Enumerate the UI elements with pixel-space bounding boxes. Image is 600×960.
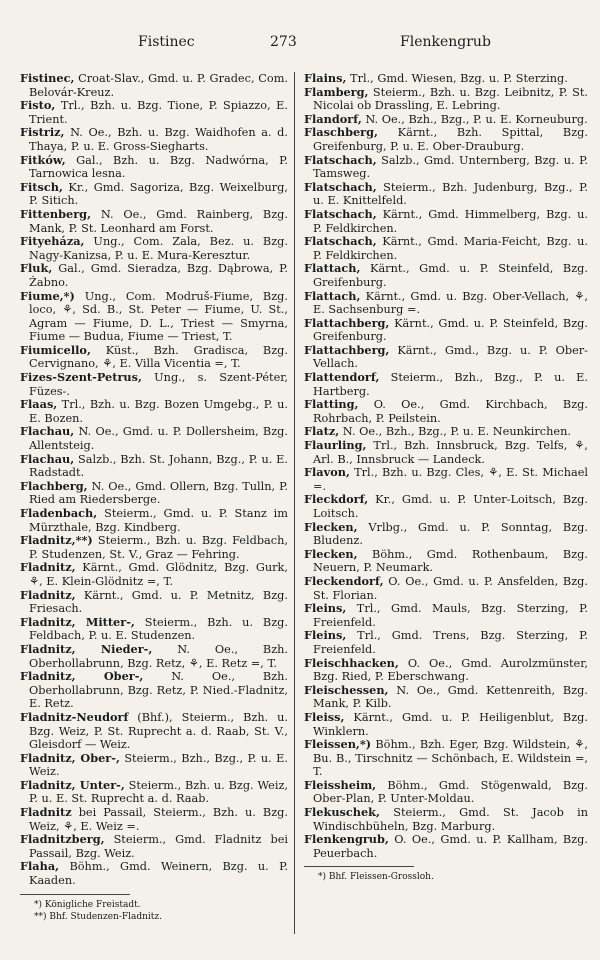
entry-text: Kärnt., Gmd. u. P. Heiligenblut, Bzg. Winklern. — [313, 710, 588, 738]
entry-headword: Flenkengrub, — [304, 832, 389, 847]
gazetteer-entry — [304, 86, 588, 113]
gazetteer-entry — [304, 425, 588, 439]
entry-headword: Flecken, — [304, 546, 358, 561]
entry-text: Trl., Bzh. u. Bzg. Tione, P. Spiazzo, E. Trient. — [29, 99, 288, 126]
gazetteer-entry — [20, 534, 288, 561]
entry-text: Croat-Slav., Gmd. u. P. Gradec, Com. Belovár-Kreuz. — [29, 72, 288, 99]
entry-headword: Flachberg, — [20, 478, 88, 493]
entry-text: N. Oe., Bzh. u. Bzg. Waidhofen a. d. Thaya, P. u. E. Gross-Siegharts. — [29, 126, 288, 153]
gazetteer-entry — [20, 99, 288, 126]
entry-headword: Fleiss, — [304, 709, 345, 724]
gazetteer-entry — [20, 371, 288, 398]
entry-headword: Flecken, — [304, 519, 358, 534]
entry-headword: Flains, — [304, 71, 347, 85]
entry-headword: Fladnitz, Nieder-, — [20, 641, 153, 656]
footnote-rule — [304, 866, 414, 867]
gazetteer-entry — [20, 507, 288, 534]
entry-text: Trl., Bzh. u. Bzg. Cles, ⚘, E. St. Michael =. — [313, 466, 589, 493]
entry-headword: Fistriz, — [20, 125, 65, 140]
gazetteer-entry — [20, 425, 288, 452]
entry-headword: Fleissheim, — [304, 777, 377, 792]
gazetteer-entry — [20, 860, 288, 887]
gazetteer-entry — [20, 154, 288, 181]
entry-headword: Flattach, — [304, 288, 361, 303]
entry-text: O. Oe., Gmd. u. P. Ansfelden, Bzg. St. Florian. — [313, 574, 588, 602]
entry-headword: Flatschach, — [304, 234, 377, 249]
gazetteer-entry — [20, 126, 288, 153]
entry-text: Böhm., Gmd. Rothenbaum, Bzg. Neuern, P. Neumark. — [313, 547, 589, 575]
gazetteer-entry — [304, 371, 588, 398]
entry-text: Kärnt., Gmd. Himmelberg, Bzg. u. P. Feldkirchen. — [313, 207, 589, 235]
gazetteer-entry — [20, 262, 288, 289]
entry-text: Steierm., Bzh. u. Bzg. Leibnitz, P. St. Nicolai ob Drassling, E. Lebring. — [313, 85, 588, 113]
entry-headword: Fleckendorf, — [304, 573, 384, 588]
entry-headword: Fladnitz, — [20, 560, 76, 575]
entry-text: Steierm., Gmd. St. Jacob in Windischbüheln, Bzg. Marburg. — [313, 806, 588, 833]
entry-text: N. Oe., Bzh. Oberhollabrunn, Bzg. Retz, ⚘, E. Retz =, T. — [29, 642, 289, 670]
entry-headword: Fittenberg, — [20, 206, 92, 221]
gazetteer-entry — [20, 235, 288, 262]
entry-text: Steierm., Bzh. u. Bzg. Weiz, P. u. E. St. Ruprecht a. d. Raab. — [29, 778, 288, 806]
entry-headword: Fleischhacken, — [304, 655, 399, 670]
column-divider — [294, 72, 295, 934]
entry-headword: Flaas, — [20, 397, 58, 412]
entry-text: Küst., Bzh. Gradisca, Bzg. Cervignano, ⚘, E. Villa Vicentia =, T. — [29, 343, 288, 371]
entry-headword: Fluk, — [20, 261, 53, 276]
entry-headword: Flattach, — [304, 261, 361, 276]
entry-text: Steierm., Bzh., Bzg., P. u. E. Weiz. — [29, 751, 288, 779]
entry-text: Kr., Gmd. Sagoriza, Bzg. Weixelburg, P. Sitich. — [29, 180, 288, 208]
entry-headword: Fistinec, — [20, 71, 75, 85]
entry-headword: Fladnitz, — [20, 587, 76, 602]
entry-text: Trl., Bzh. Innsbruck, Bzg. Telfs, ⚘, Arl. B., Innsbruck — Landeck. — [313, 439, 588, 466]
gazetteer-entry — [304, 154, 588, 181]
entry-text: Kärnt., Gmd. u. P. Steinfeld, Bzg. Greifenburg. — [313, 262, 588, 289]
entry-headword: Flattachberg, — [304, 342, 390, 357]
gazetteer-entry — [304, 602, 588, 629]
entry-headword: Flamberg, — [304, 84, 369, 99]
entry-headword: Fizes-Szent-Petrus, — [20, 370, 142, 385]
gazetteer-entry — [304, 806, 588, 833]
entry-text: Steierm., Gmd. u. P. Stanz im Mürzthale, Bzg. Kindberg. — [29, 507, 289, 534]
entry-headword: Flattendorf, — [304, 370, 380, 385]
entry-text: Gal., Bzh. u. Bzg. Nadwórna, P. Tarnowica lesna. — [29, 153, 288, 181]
gazetteer-entry — [304, 779, 588, 806]
entry-text: Kärnt., Gmd. u. P. Metnitz, Bzg. Friesach. — [29, 588, 288, 616]
gazetteer-entry — [304, 235, 588, 262]
entry-text: O. Oe., Gmd. Aurolzmünster, Bzg. Ried, P. Eberschwang. — [313, 656, 588, 684]
gazetteer-entry — [20, 72, 288, 99]
entry-text: O. Oe., Gmd. Kirchbach, Bzg. Rohrbach, P. Peilstein. — [313, 398, 588, 425]
gazetteer-entry — [304, 575, 588, 602]
entry-headword: Fitsch, — [20, 179, 63, 194]
footnote: *) Königliche Freistadt. — [34, 899, 141, 910]
entry-headword: Fleissen,*) — [304, 737, 372, 752]
entry-text: Ung., Com. Modruš-Fiume, Bzg. loco, ⚘, Sd. B., St. Peter — Fiume, U. St., Agram — Fiume, D. L., Triest — Smyrna, Fiume — Budua, Fiume — Triest, T. — [29, 289, 288, 344]
entry-text: Kärnt., Gmd. Maria-Feicht, Bzg. u. P. Feldkirchen. — [313, 235, 589, 262]
gazetteer-entry — [20, 616, 288, 643]
gazetteer-entry — [304, 113, 588, 127]
gazetteer-entry — [304, 684, 588, 711]
entry-headword: Fleischessen, — [304, 682, 389, 697]
gazetteer-entry — [20, 208, 288, 235]
gazetteer-entry — [304, 181, 588, 208]
entry-headword: Flatz, — [304, 424, 340, 439]
page-number: 273 — [270, 34, 297, 50]
entry-headword: Fladnitz, Ober-, — [20, 750, 120, 765]
entry-headword: Fleckdorf, — [304, 492, 369, 507]
entry-text: N. Oe., Gmd. Rainberg, Bzg. Mank, P. St. Leonhard am Forst. — [29, 207, 288, 235]
gazetteer-entry — [20, 290, 288, 344]
entry-text: (Bhf.), Steierm., Bzh. u. Bzg. Weiz, P. St. Ruprecht a. d. Raab, St. V., Gleisdorf — Weiz. — [29, 710, 289, 752]
page-header — [20, 34, 590, 58]
entry-headword: Fladnitzberg, — [20, 832, 105, 847]
entry-headword: Flavon, — [304, 465, 350, 480]
entry-headword: Fiume,*) — [20, 288, 75, 303]
entry-text: Kärnt., Gmd., Bzg. u. P. Ober-Vellach. — [313, 343, 589, 371]
entry-text: Ung., Com. Zala, Bez. u. Bzg. Nagy-Kanizsa, P. u. E. Mura-Keresztur. — [29, 235, 288, 262]
entry-headword: Flatschach, — [304, 152, 377, 167]
entry-text: Vrlbg., Gmd. u. P. Sonntag, Bzg. Bludenz. — [313, 520, 588, 548]
gazetteer-entry — [304, 290, 588, 317]
entry-headword: Fiumicello, — [20, 342, 91, 357]
entry-text: Kr., Gmd. u. P. Unter-Loitsch, Bzg. Loitsch. — [313, 493, 588, 520]
entry-headword: Fladnitz, Mitter-, — [20, 614, 135, 629]
entry-headword: Flatschach, — [304, 206, 377, 221]
entry-text: Kärnt., Gmd. u. P. Steinfeld, Bzg. Greifenburg. — [313, 316, 588, 344]
running-head-left: Fistinec — [138, 34, 195, 50]
entry-text: Kärnt., Gmd. u. Bzg. Ober-Vellach, ⚘, E. Sachsenburg =. — [313, 289, 588, 317]
gazetteer-entry — [304, 629, 588, 656]
gazetteer-entry — [304, 317, 588, 344]
entry-headword: Fladnitz, Ober-, — [20, 669, 144, 684]
gazetteer-entry — [20, 711, 288, 752]
entry-text: N. Oe., Gmd. Kettenreith, Bzg. Mank, P. Kilb. — [313, 683, 588, 711]
entry-headword: Fladnitz — [20, 805, 72, 820]
entry-text: N. Oe., Bzh. Oberhollabrunn, Bzg. Retz, P. Nied.-Fladnitz, E. Retz. — [29, 670, 289, 711]
entry-headword: Flachau, — [20, 451, 75, 466]
footnote: **) Bhf. Studenzen-Fladnitz. — [34, 911, 163, 922]
gazetteer-entry — [304, 711, 588, 738]
entry-text: Gal., Gmd. Sieradza, Bzg. Dąbrowa, P. Żabno. — [29, 262, 288, 289]
gazetteer-entry — [304, 439, 588, 466]
entry-headword: Fityeháza, — [20, 234, 85, 249]
right-column — [304, 72, 588, 883]
footnote-rule — [20, 894, 130, 895]
entry-headword: Fladnitz,**) — [20, 533, 93, 548]
entry-headword: Flandorf, — [304, 111, 362, 126]
entry-headword: Fladenbach, — [20, 506, 98, 520]
gazetteer-entry — [304, 657, 588, 684]
gazetteer-entry — [304, 344, 588, 371]
entry-text: Trl., Gmd. Trens, Bzg. Sterzing, P. Freienfeld. — [313, 629, 588, 656]
gazetteer-entry — [304, 262, 588, 289]
entry-text: Kärnt., Bzh. Spittal, Bzg. Greifenburg, P. u. E. Ober-Drauburg. — [313, 126, 588, 153]
entry-headword: Flaha, — [20, 859, 60, 874]
entry-headword: Fladnitz, Unter-, — [20, 777, 125, 792]
gazetteer-entry — [20, 752, 288, 779]
gazetteer-entry — [20, 643, 288, 670]
entry-headword: Flatting, — [304, 397, 359, 412]
entry-headword: Fleins, — [304, 601, 347, 616]
gazetteer-entry — [304, 466, 588, 493]
entry-headword: Fisto, — [20, 98, 56, 113]
gazetteer-entry — [304, 208, 588, 235]
entry-text: Böhm., Gmd. Weinern, Bzg. u. P. Kaaden. — [29, 860, 288, 888]
entry-text: Kärnt., Gmd. Glödnitz, Bzg. Gurk, ⚘, E. Klein-Glödnitz =, T. — [29, 561, 288, 588]
gazetteer-entry — [20, 670, 288, 711]
gazetteer-entry — [20, 561, 288, 588]
entry-text: Ung., s. Szent-Péter, Füzes-. — [29, 371, 289, 398]
entry-text: Salzb., Gmd. Unternberg, Bzg. u. P. Tamsweg. — [313, 153, 589, 181]
entry-text: Steierm., Bzh., Bzg., P. u. E. Hartberg. — [313, 371, 589, 398]
gazetteer-entry — [20, 453, 288, 480]
entry-headword: Flekuschek, — [304, 805, 380, 820]
entry-text: N. Oe., Bzh., Bzg., P. u. E. Korneuburg. — [365, 112, 588, 126]
gazetteer-entry — [20, 344, 288, 371]
entry-text: N. Oe., Gmd. Ollern, Bzg. Tulln, P. Ried am Riedersberge. — [29, 479, 288, 507]
entry-headword: Flatschach, — [304, 179, 377, 194]
gazetteer-entry — [304, 72, 588, 86]
entry-headword: Flaschberg, — [304, 125, 378, 140]
entry-text: Steierm., Bzh. Judenburg, Bzg., P. u. E. Knittelfeld. — [313, 180, 589, 208]
entry-headword: Fladnitz-Neudorf — [20, 709, 129, 724]
entry-text: Steierm., Bzh. u. Bzg. Feldbach, P. u. E. Studenzen. — [29, 615, 288, 643]
gazetteer-entry — [304, 126, 588, 153]
entry-headword: Flachau, — [20, 424, 75, 439]
gazetteer-entry — [304, 833, 588, 860]
gazetteer-entry — [304, 548, 588, 575]
entry-headword: Fitków, — [20, 152, 66, 167]
entry-headword: Flattachberg, — [304, 315, 390, 330]
gazetteer-entry — [20, 779, 288, 806]
gazetteer-entry — [20, 589, 288, 616]
entry-text: Steierm., Gmd. Fladnitz bei Passail, Bzg. Weiz. — [29, 833, 289, 860]
entry-text: Böhm., Gmd. Stögenwald, Bzg. Ober-Plan, P. Unter-Moldau. — [313, 778, 589, 806]
running-head-right: Flenkengrub — [400, 34, 491, 50]
entry-headword: Flaurling, — [304, 438, 367, 453]
entry-text: O. Oe., Gmd. u. P. Kallham, Bzg. Peuerbach. — [313, 833, 588, 860]
gazetteer-entry — [304, 398, 588, 425]
gazetteer-entry — [304, 738, 588, 779]
entry-text: N. Oe., Bzh., Bzg., P. u. E. Neunkirchen. — [342, 425, 571, 439]
gazetteer-entry — [20, 806, 288, 833]
gazetteer-entry — [304, 521, 588, 548]
entry-text: N. Oe., Gmd. u. P. Dollersheim, Bzg. Allentsteig. — [29, 425, 289, 453]
entry-text: Böhm., Bzh. Eger, Bzg. Wildstein, ⚘, Bu. B., Tirschnitz — Schönbach, E. Wildstein =, T. — [313, 738, 588, 779]
gazetteer-entry — [20, 181, 288, 208]
gazetteer-entry — [20, 398, 288, 425]
entry-text: bei Passail, Steierm., Bzh. u. Bzg. Weiz, ⚘, E. Weiz =. — [29, 806, 288, 833]
footnote: *) Bhf. Fleissen-Grossloh. — [318, 872, 434, 883]
entry-text: Trl., Gmd. Wiesen, Bzg. u. P. Sterzing. — [350, 72, 568, 85]
gazetteer-entry — [20, 833, 288, 860]
gazetteer-entry — [304, 493, 588, 520]
entry-text: Trl., Bzh. u. Bzg. Bozen Umgebg., P. u. E. Bozen. — [29, 398, 288, 425]
entry-text: Salzb., Bzh. St. Johann, Bzg., P. u. E. Radstadt. — [29, 452, 288, 480]
entry-text: Trl., Gmd. Mauls, Bzg. Sterzing, P. Freienfeld. — [313, 602, 588, 629]
entry-text: Steierm., Bzh. u. Bzg. Feldbach, P. Studenzen, St. V., Graz — Fehring. — [29, 534, 288, 561]
left-column — [20, 72, 288, 923]
entry-headword: Fleins, — [304, 628, 347, 643]
gazetteer-entry — [20, 480, 288, 507]
